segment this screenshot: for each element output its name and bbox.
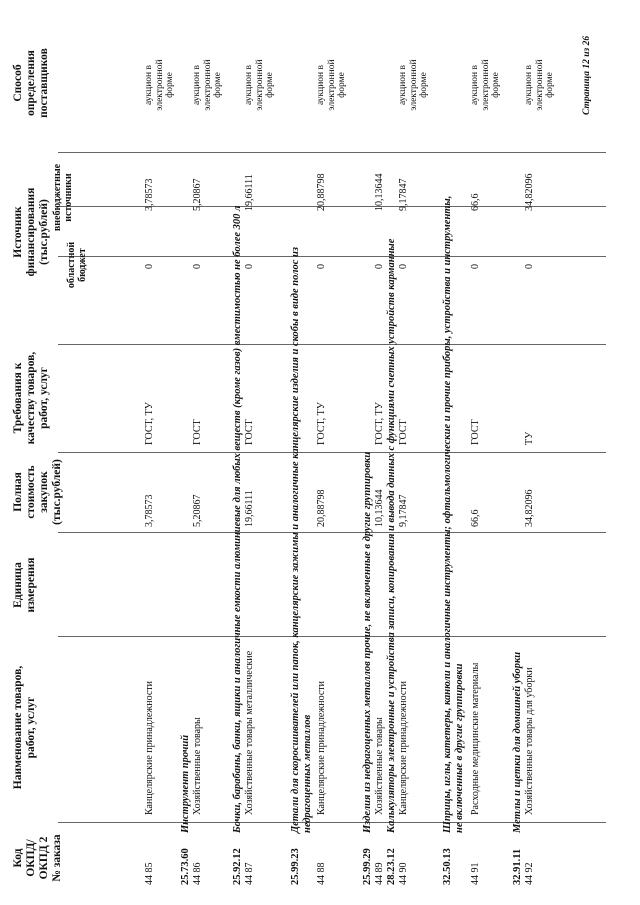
group-heading (512, 652, 524, 885)
row-requirements: ГОСТ (470, 419, 481, 445)
row-requirements: ГОСТ, ТУ (144, 402, 155, 445)
column-divider (58, 636, 606, 637)
row-number: 44 88 (316, 862, 327, 885)
group-code: 25.99.29 (362, 848, 373, 885)
row-number: 44 90 (398, 862, 409, 885)
row-method: аукцион в электронной форме (398, 59, 429, 111)
group-title: Бочки, барабаны, банки, ящики и аналогичные емкости алюминиевые для любых веществ (кроме газов) вместимостью не более 300 л (232, 205, 243, 833)
group-code: 25.92.12 (232, 848, 243, 885)
row-source-extra: 20,88798 (316, 173, 327, 211)
row-method: аукцион в электронной форме (192, 59, 223, 111)
column-divider (58, 344, 606, 345)
row-name: Хозяйственные товары (374, 717, 385, 815)
group-title: Шприцы, иглы, катетеры, канюли и аналогичные инструменты; офтальмологические и прочие приборы, устройства и инструменты, (442, 195, 453, 833)
group-heading (180, 735, 192, 885)
group-heading (362, 452, 374, 885)
header-name: Наименование товаров, работ, услуг (12, 665, 37, 790)
group-code: 25.73.60 (180, 848, 191, 885)
row-source-regional: 0 (524, 264, 535, 269)
row-cost: 5,20867 (192, 494, 203, 527)
header-source-extra: внебюджетные источники (52, 163, 74, 232)
row-source-extra: 34,82096 (524, 173, 535, 211)
row-method: аукцион в электронной форме (244, 59, 275, 111)
row-source-extra: 66,6 (470, 193, 481, 211)
row-requirements: ТУ (524, 431, 535, 445)
group-code: 28.23.12 (386, 848, 397, 885)
row-source-regional: 0 (192, 264, 203, 269)
page-number: Страница 12 из 26 (582, 35, 592, 115)
row-source-extra: 19,66111 (244, 174, 255, 211)
row-number: 44 87 (244, 862, 255, 885)
row-source-extra: 9,17847 (398, 178, 409, 211)
row-source-extra: 3,78573 (144, 178, 155, 211)
row-cost: 3,78573 (144, 494, 155, 527)
row-name: Канцелярские принадлежности (316, 681, 327, 815)
row-method: аукцион в электронной форме (524, 59, 555, 111)
group-title: недрагоценных металлов (302, 714, 313, 833)
row-cost: 10,13644 (374, 489, 385, 527)
group-title: Изделия из недрагоценных металлов прочие, не включенные в другие группировки (362, 451, 373, 833)
row-requirements: ГОСТ, ТУ (374, 402, 385, 445)
row-source-regional: 0 (244, 264, 255, 269)
row-number: 44 91 (470, 862, 481, 885)
column-divider (58, 452, 606, 453)
group-title: Детали для скоросшивателей или папок, канцелярские зажимы и аналогичные канцелярские изделия и скобы в виде полос из (290, 247, 301, 833)
group-heading-continued (302, 715, 314, 885)
group-title: не включенные в другие группировки (454, 663, 465, 833)
header-requirements: Требования к качеству товаров, работ, услуг (12, 351, 50, 445)
header-code: Код ОКПД/ ОКПД 2 № заказа (12, 834, 63, 882)
group-title: Метлы и щетки для домашней уборки (512, 651, 523, 833)
column-divider (58, 256, 606, 257)
row-cost: 20,88798 (316, 489, 327, 527)
row-cost: 34,82096 (524, 489, 535, 527)
row-source-extra: 5,20867 (192, 178, 203, 211)
row-cost: 19,66111 (244, 490, 255, 527)
header-source-regional: областной бюджет (66, 241, 88, 289)
group-code: 25.99.23 (290, 848, 301, 885)
group-heading (442, 196, 454, 885)
row-source-regional: 0 (470, 264, 481, 269)
row-cost: 66,6 (470, 509, 481, 527)
row-name: Канцелярские принадлежности (398, 681, 409, 815)
row-number: 44 89 (374, 862, 385, 885)
group-heading (290, 247, 302, 885)
row-number: 44 85 (144, 862, 155, 885)
row-source-regional: 0 (316, 264, 327, 269)
header-source: Источник финансирования (тыс.рублей) (12, 187, 50, 277)
row-name: Хозяйственные товары для уборки (524, 667, 535, 815)
header-unit: Единица измерения (12, 557, 37, 613)
row-source-regional: 0 (374, 264, 385, 269)
row-number: 44 86 (192, 862, 203, 885)
column-divider (58, 152, 606, 153)
row-source-regional: 0 (144, 264, 155, 269)
row-requirements: ГОСТ (244, 419, 255, 445)
row-source-regional: 0 (398, 264, 409, 269)
row-method: аукцион в электронной форме (316, 59, 347, 111)
row-method: аукцион в электронной форме (470, 59, 501, 111)
group-title: Инструмент прочий (180, 734, 191, 833)
row-requirements: ГОСТ (398, 419, 409, 445)
group-heading (232, 206, 244, 885)
row-requirements: ГОСТ, ТУ (316, 402, 327, 445)
row-requirements: ГОСТ (192, 419, 203, 445)
row-method: аукцион в электронной форме (144, 59, 175, 111)
group-code: 32.50.13 (442, 848, 453, 885)
group-title: Калькуляторы электронные и устройства записи, копирования и вывода данных с функциями счетных устройств карманные (386, 238, 397, 833)
group-code: 32.91.11 (512, 848, 523, 885)
row-cost: 9,17847 (398, 494, 409, 527)
row-name: Канцелярские принадлежности (144, 681, 155, 815)
column-divider (58, 532, 606, 533)
row-name: Расходные медицинские материалы (470, 662, 481, 815)
header-cost: Полная стоимость закупок (тыс.рублей) (12, 459, 63, 525)
group-heading (386, 239, 398, 885)
row-source-extra: 10,13644 (374, 173, 385, 211)
row-number: 44 92 (524, 862, 535, 885)
row-name: Хозяйственные товары металлические (244, 650, 255, 815)
group-heading-continued (454, 664, 466, 885)
header-method: Способ определения поставщиков (12, 48, 50, 118)
row-name: Хозяйственные товары (192, 717, 203, 815)
